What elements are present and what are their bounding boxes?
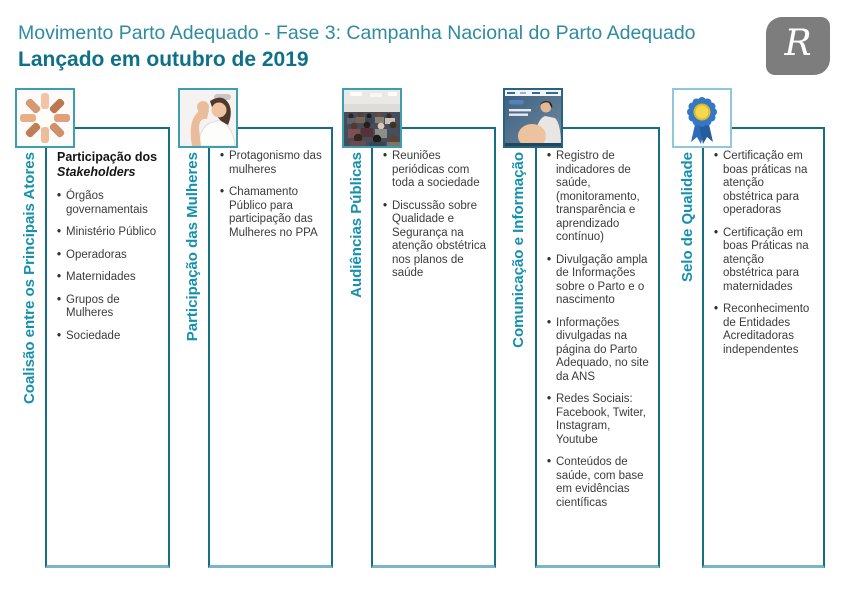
bullet-dot: • (547, 393, 552, 405)
column-label-coalition: Coalisão entre os Principais Atores (21, 152, 38, 405)
brand-logo (766, 17, 830, 75)
bullet-text: Certificação em boas práticas na atenção obstétrica para operadoras (723, 150, 808, 216)
page-title: Movimento Parto Adequado - Fase 3: Campanha Nacional do Parto Adequado (18, 22, 696, 44)
bullet-item (57, 330, 161, 344)
column-box-women (208, 127, 333, 568)
bullet-list (57, 190, 161, 343)
quality-ribbon-image (672, 88, 732, 148)
bullet-text: Reconhecimento de Entidades Acreditadoras independentes (723, 303, 810, 356)
bullet-item (220, 150, 324, 177)
column-label-women: Participação das Mulheres (184, 152, 201, 342)
bullet-item (57, 294, 161, 321)
audience-image (342, 88, 402, 148)
column-box-communication (535, 127, 660, 568)
bullet-dot: • (714, 303, 719, 315)
bullet-item (57, 271, 161, 285)
bullet-text: Ministério Público (66, 226, 157, 238)
bullet-list (383, 150, 487, 281)
bullet-dot: • (547, 456, 552, 468)
bullet-text: Conteúdos de saúde, com base em evidências científicas (556, 456, 644, 509)
column-label-hearings: Audiências Públicas (348, 152, 365, 298)
bullet-dot: • (714, 150, 719, 162)
website-pregnant-woman-image (503, 88, 563, 148)
bullet-text: Divulgação ampla de Informações sobre o Parto e o nascimento (556, 253, 648, 306)
bullet-text: Protagonismo das mulheres (229, 150, 322, 176)
bullet-text: Registro de indicadores de saúde, (monitoramento, transparência e aprendizado contínuo) (556, 150, 640, 243)
bullet-item (547, 150, 651, 245)
column-label-communication: Comunicação e Informação (510, 152, 527, 348)
hands-circle-image (15, 88, 75, 148)
bullet-text: Grupos de Mulheres (66, 293, 120, 319)
bullet-dot: • (220, 186, 225, 198)
bullet-dot: • (547, 316, 552, 329)
bullet-item (714, 303, 816, 357)
bullet-dot: • (57, 226, 62, 238)
brand-logo-glyph: R (784, 23, 812, 64)
bullet-item (547, 393, 651, 447)
bullet-dot: • (547, 253, 552, 266)
bullet-dot: • (57, 271, 62, 283)
bullet-dot: • (547, 150, 552, 162)
bullet-dot: • (57, 190, 62, 202)
bullet-item (57, 226, 161, 240)
bullet-text: Órgãos governamentais (66, 190, 148, 216)
bullet-text: Discussão sobre Qualidade e Segurança na atenção obstétrica nos planos de saúde (392, 199, 486, 279)
heading-text: Participação dos (57, 150, 158, 164)
bullet-text: Sociedade (66, 329, 121, 342)
bullet-text: Informações divulgadas na página do Parto Adequado, no site da ANS (556, 316, 649, 383)
bullet-item (383, 200, 487, 281)
bullet-item (220, 186, 324, 240)
box-heading (57, 150, 161, 180)
bullet-dot: • (714, 226, 719, 239)
bullet-item (57, 190, 161, 217)
bullet-text: Reuniões periódicas com toda a sociedade (392, 150, 480, 189)
bullet-item (714, 227, 816, 295)
bullet-item (57, 249, 161, 263)
bullet-item (547, 456, 651, 510)
bullet-list (220, 150, 324, 240)
bullet-dot: • (383, 150, 388, 162)
bullet-item (547, 317, 651, 385)
woman-flexing-image (178, 88, 238, 148)
bullet-dot: • (383, 199, 388, 212)
bullet-dot: • (220, 150, 225, 162)
bullet-item (547, 254, 651, 308)
bullet-item (714, 150, 816, 218)
column-box-quality (702, 127, 825, 568)
bullet-list (714, 150, 816, 357)
bullet-text: Certificação em boas Práticas na atenção obstétrica para maternidades (723, 226, 809, 293)
bullet-item (383, 150, 487, 191)
heading-emphasis: Stakeholders (57, 165, 136, 179)
bullet-dot: • (57, 293, 62, 306)
column-box-hearings (371, 127, 496, 568)
page-subtitle: Lançado em outubro de 2019 (18, 48, 309, 71)
bullet-list (547, 150, 651, 510)
bullet-text: Maternidades (66, 271, 136, 283)
column-box-coalition (45, 127, 170, 568)
column-label-quality: Selo de Qualidade (679, 152, 696, 283)
bullet-dot: • (57, 329, 62, 342)
bullet-dot: • (57, 248, 62, 261)
bullet-text: Redes Sociais: Facebook, Twiter, Instagram, Youtube (556, 393, 646, 446)
bullet-text: Operadoras (66, 248, 127, 261)
bullet-text: Chamamento Público para participação das Mulheres no PPA (229, 186, 318, 239)
